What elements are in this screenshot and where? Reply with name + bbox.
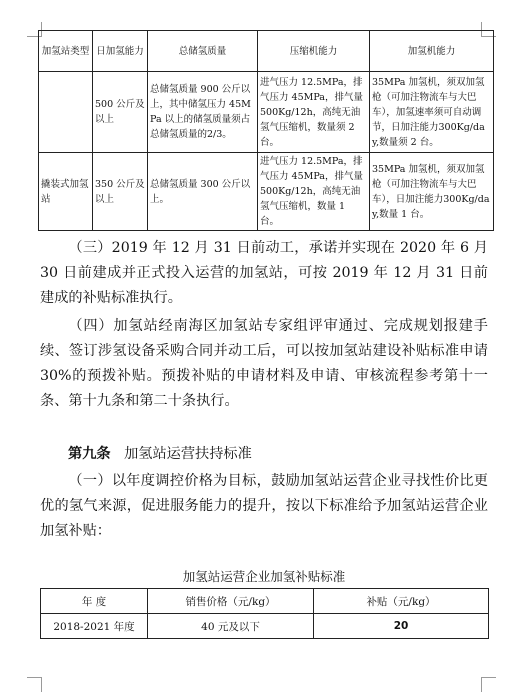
header-cell: 日加氢能力: [93, 31, 148, 72]
article-label: 第九条: [68, 446, 111, 462]
table-cell: 35MPa 加氢机，须双加氢枪（可加注物流车与大巴车），日加注能力300Kg/day,数量 1 台。: [370, 153, 494, 231]
article-title: 加氢站运营扶持标准: [124, 446, 252, 462]
table-cell: 500 公斤及以上: [93, 72, 148, 153]
table-cell: 35MPa 加氢机，须双加氢枪（可加注物流车与大巴车），加氢速率须可自动调节，日加注能力300Kg/day,数量须 2 台。: [370, 72, 494, 153]
header-cell: 压缩机能力: [258, 31, 370, 72]
header-cell: 年 度: [41, 589, 148, 614]
subsidy-table-title: 加氢站运营企业加氢补贴标准: [182, 569, 346, 584]
table-cell: 40 元及以下: [148, 614, 314, 639]
table-cell: 2018-2021 年度: [41, 614, 148, 639]
paragraph-4: （四）加氢站经南海区加氢站专家组评审通过、完成规划报建手续、签订涉氢设备采购合同并动工后，可以按加氢站建设补贴标准申请 30%的预拨补贴。预拨补贴的申请材料及申请、审核流程参考第十一条、第十九条和第二十条执行。: [40, 318, 488, 409]
table-cell: 总储氢质量 300 公斤以上。: [148, 153, 258, 231]
table-row: [39, 153, 494, 231]
table-cell: 进气压力 12.5MPa，排气压力 45MPa，排气量 500Kg/12h，高纯无油氢气压缩机，数量 1 台。: [258, 153, 370, 231]
paragraph-5: （一）以年度调控价格为目标，鼓励加氢站运营企业寻找性价比更优的氢气来源，促进服务能力的提升，按以下标准给予加氢站运营企业加氢补贴：: [40, 473, 488, 539]
station-spec-table: [38, 30, 494, 231]
subsidy-table: [40, 588, 489, 639]
table-cell: 进气压力 12.5MPa，排气压力 45MPa，排气量 500Kg/12h，高纯无油氢气压缩机，数量须 2 台。: [258, 72, 370, 153]
header-cell: 加氢站类型: [39, 31, 93, 72]
header-cell: 加氢机能力: [370, 31, 494, 72]
table-cell: 20: [314, 614, 489, 639]
table-cell: 总储氢质量 900 公斤以上，其中储氢压力 45MPa 以上的储氢质量须占总储氢质量的2/3。: [148, 72, 258, 153]
table-row: [41, 614, 489, 639]
paragraph-3: （三）2019 年 12 月 31 日前动工，承诺并实现在 2020 年 6 月 30 日前建成并正式投入运营的加氢站，可按 2019 年 12 月 31 日前建成的补贴标准执行。: [40, 240, 488, 306]
article-heading: [68, 442, 516, 467]
table-cell: 350 公斤及以上: [93, 153, 148, 231]
corner-mark-bottom-left: [27, 677, 42, 692]
header-cell: 总储氢质量: [148, 31, 258, 72]
table-header-row: [41, 589, 489, 614]
table-cell: 撬装式加氢站: [39, 153, 93, 231]
table-row: [39, 72, 494, 153]
table-header-row: [39, 31, 494, 72]
header-cell: 销售价格（元/kg）: [148, 589, 314, 614]
header-cell: 补贴（元/kg）: [314, 589, 489, 614]
corner-mark-bottom-right: [481, 677, 496, 692]
table-cell: [39, 72, 93, 153]
